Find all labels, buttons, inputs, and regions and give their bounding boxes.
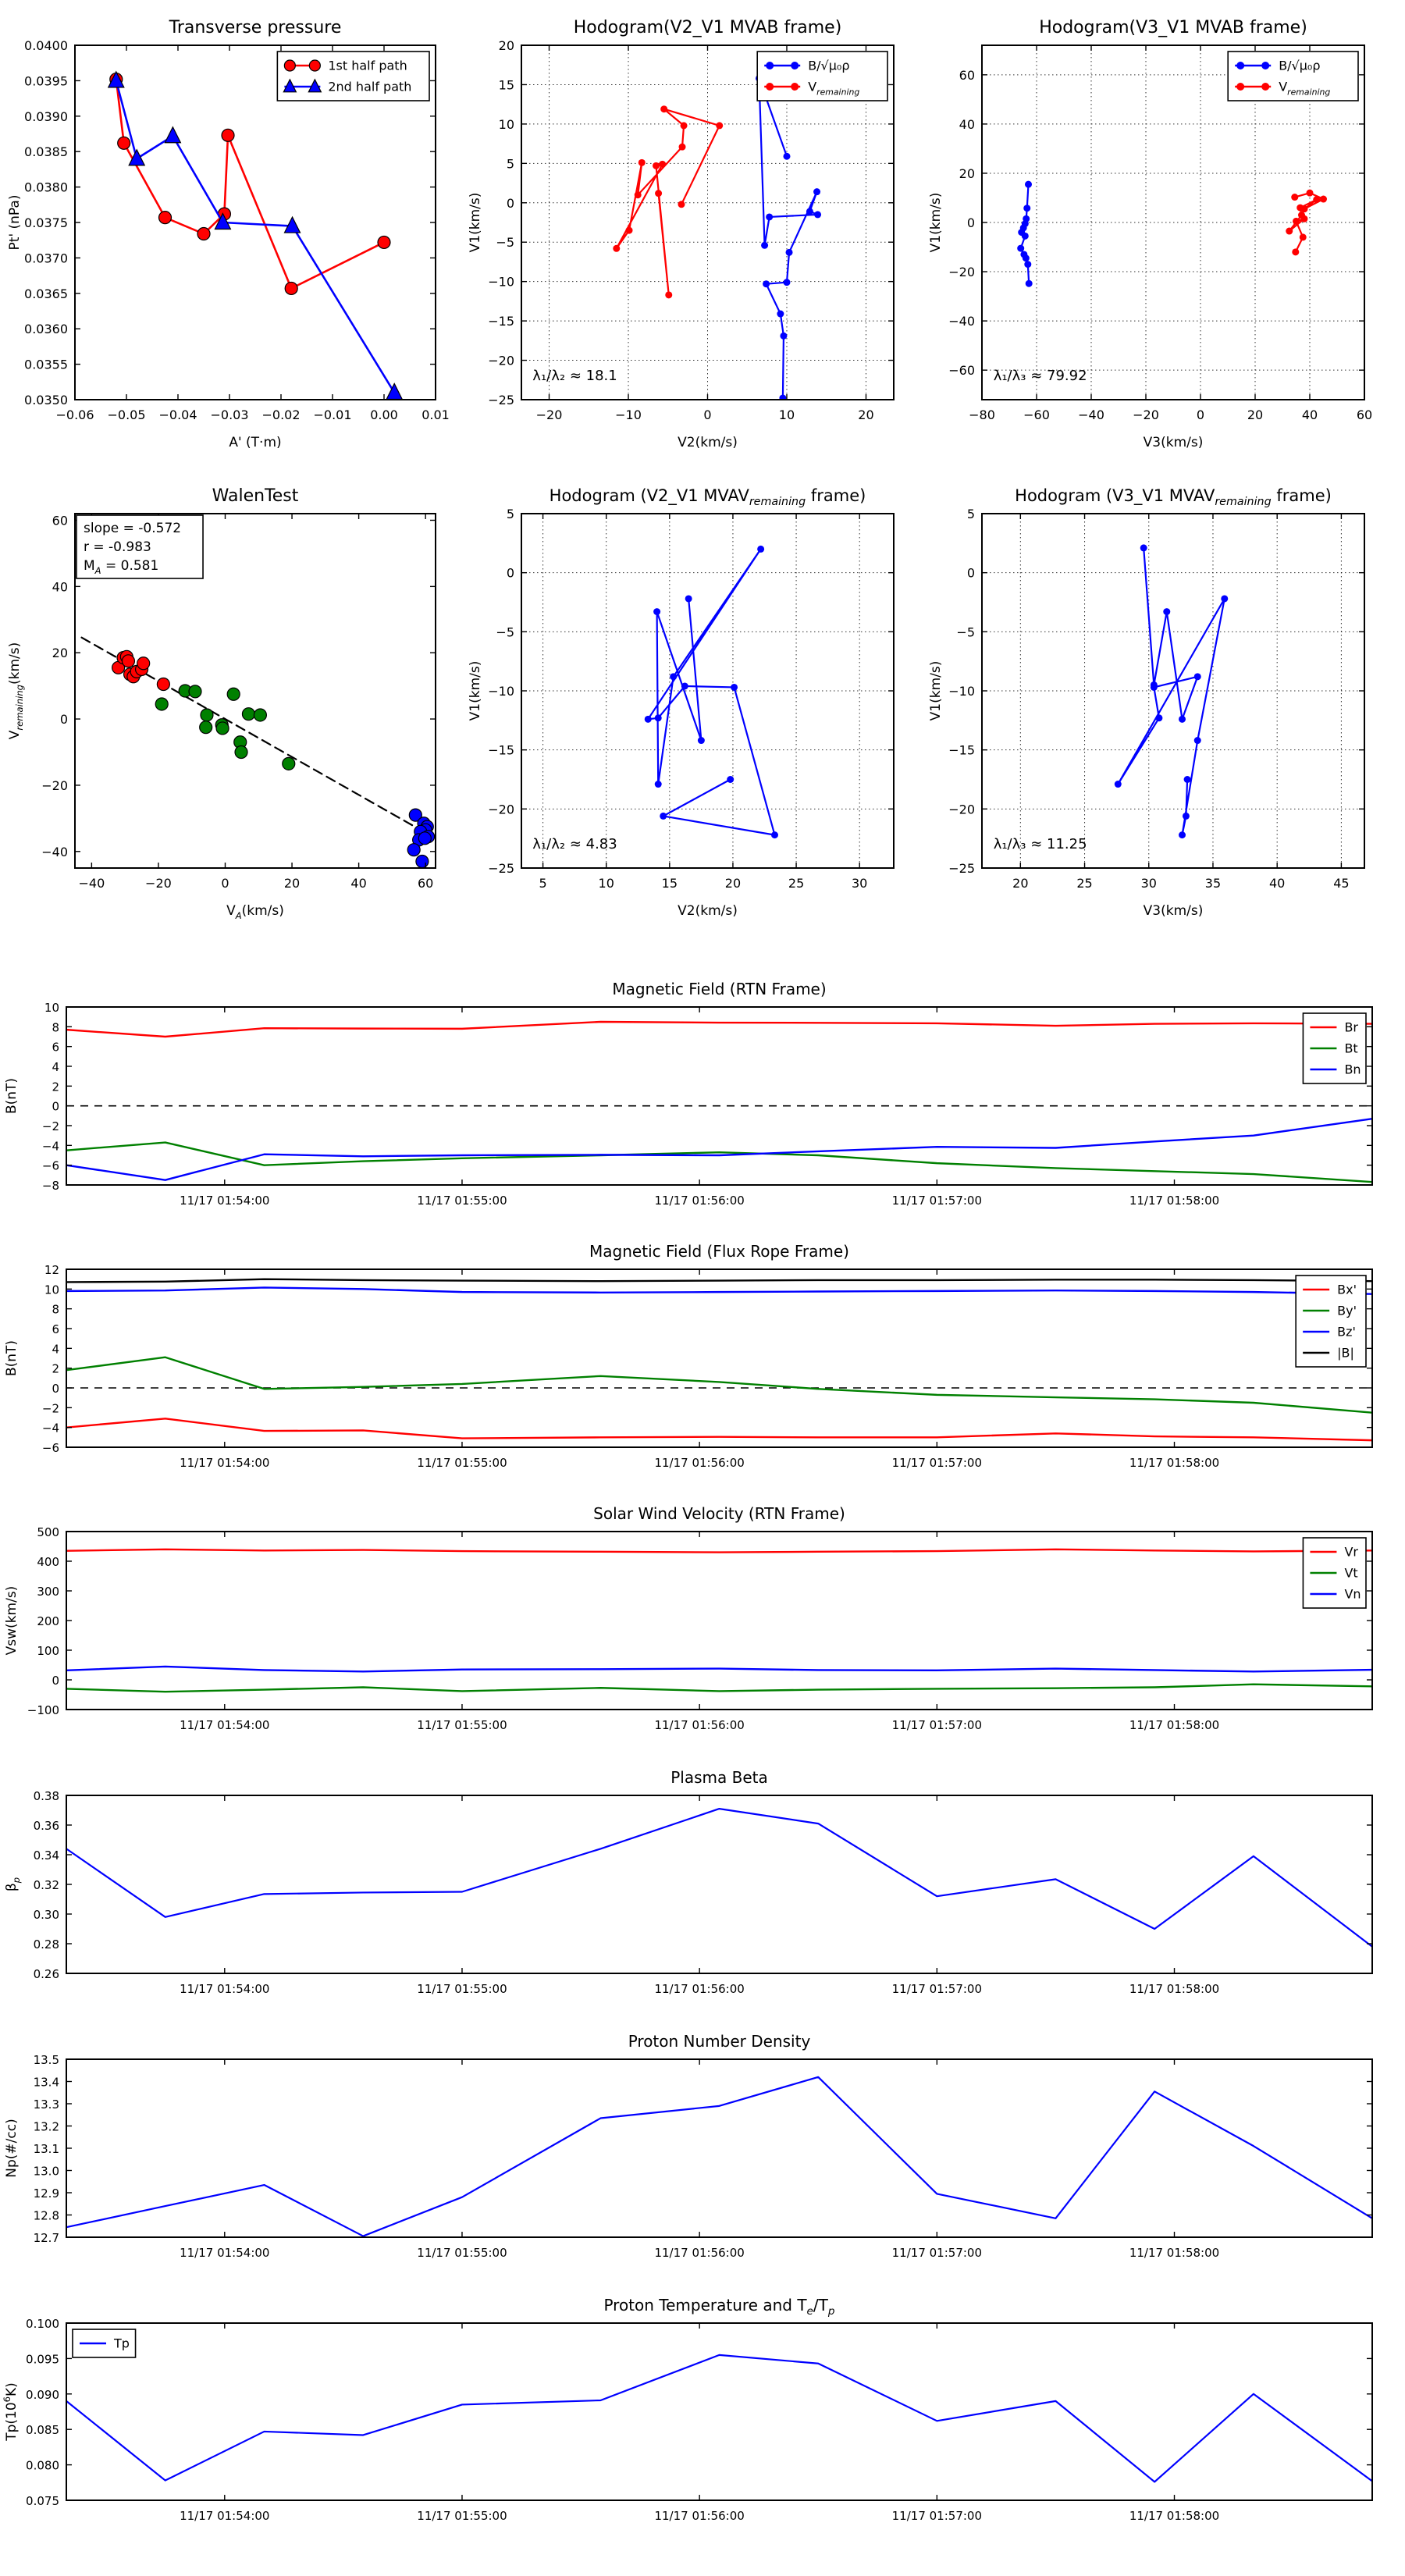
svg-text:0: 0 — [703, 407, 712, 422]
svg-text:slope = -0.572: slope = -0.572 — [84, 521, 182, 536]
svg-text:Bx': Bx' — [1337, 1282, 1357, 1297]
svg-text:−60: −60 — [1023, 407, 1050, 422]
svg-text:λ₁/λ₂ ≈ 18.1: λ₁/λ₂ ≈ 18.1 — [532, 368, 617, 385]
svg-text:0.095: 0.095 — [26, 2352, 59, 2367]
svg-text:20: 20 — [858, 407, 874, 422]
svg-text:−6: −6 — [41, 1441, 59, 1455]
svg-text:−4: −4 — [41, 1139, 59, 1154]
svg-text:25: 25 — [788, 876, 805, 891]
svg-text:0.0370: 0.0370 — [24, 251, 68, 266]
svg-text:11/17 01:58:00: 11/17 01:58:00 — [1129, 1456, 1220, 1470]
svg-text:0.26: 0.26 — [33, 1967, 59, 1981]
svg-text:20: 20 — [498, 38, 514, 53]
svg-text:V1(km/s): V1(km/s) — [468, 192, 483, 253]
svg-text:0: 0 — [59, 712, 68, 728]
svg-text:5: 5 — [506, 507, 514, 521]
svg-text:11/17 01:54:00: 11/17 01:54:00 — [180, 2509, 270, 2523]
svg-text:−25: −25 — [488, 861, 514, 876]
svg-text:60: 60 — [52, 513, 68, 528]
svg-text:11/17 01:55:00: 11/17 01:55:00 — [417, 1982, 507, 1996]
svg-text:Vsw(km/s): Vsw(km/s) — [4, 1585, 20, 1656]
svg-text:Plasma Beta: Plasma Beta — [670, 1768, 768, 1787]
svg-text:0.0360: 0.0360 — [24, 322, 68, 337]
svg-text:11/17 01:56:00: 11/17 01:56:00 — [654, 1194, 745, 1208]
svg-text:−20: −20 — [535, 407, 563, 422]
svg-text:Hodogram (V3_V1 MVAVremaining​: Hodogram (V3_V1 $MVAV_{remaining}$ frame) — [1015, 486, 1332, 508]
svg-text:0: 0 — [966, 565, 975, 581]
chart-hodogram-v2v1-mvab — [467, 6, 923, 468]
svg-text:0.00: 0.00 — [370, 407, 398, 422]
svg-text:20: 20 — [283, 876, 301, 891]
svg-text:11/17 01:55:00: 11/17 01:55:00 — [417, 1456, 507, 1470]
svg-text:−0.03: −0.03 — [210, 407, 249, 422]
svg-text:0: 0 — [506, 195, 514, 211]
svg-text:V1(km/s): V1(km/s) — [928, 660, 944, 721]
svg-text:0.0395: 0.0395 — [24, 73, 68, 89]
svg-text:25: 25 — [1076, 876, 1093, 891]
svg-text:12.9: 12.9 — [33, 2186, 59, 2201]
panel-magnetic-field-rtn — [0, 970, 1405, 1233]
svg-text:200: 200 — [37, 1614, 59, 1628]
svg-text:Pt' (nPa): Pt' (nPa) — [7, 194, 23, 251]
svg-text:−0.05: −0.05 — [107, 407, 146, 422]
svg-text:−25: −25 — [488, 393, 514, 407]
svg-text:20: 20 — [1247, 407, 1264, 422]
svg-text:Magnetic Field (Flux Rope Fram: Magnetic Field (Flux Rope Frame) — [589, 1242, 849, 1261]
svg-text:11/17 01:54:00: 11/17 01:54:00 — [180, 2246, 270, 2260]
svg-text:13.3: 13.3 — [33, 2097, 59, 2112]
svg-text:V1(km/s): V1(km/s) — [468, 660, 483, 721]
svg-text:12.8: 12.8 — [33, 2208, 59, 2223]
svg-text:0: 0 — [221, 876, 229, 891]
svg-text:0.0380: 0.0380 — [24, 180, 68, 195]
svg-text:Hodogram(V2_V1 MVAB frame): Hodogram(V2_V1 MVAB frame) — [573, 18, 842, 37]
svg-text:11/17 01:58:00: 11/17 01:58:00 — [1129, 2246, 1220, 2260]
svg-text:−15: −15 — [488, 314, 514, 329]
panel-magnetic-field-flux-rope — [0, 1232, 1405, 1496]
svg-text:Vremaining​: $V_{remaining}$ — [1279, 79, 1331, 98]
svg-text:13.5: 13.5 — [33, 2053, 59, 2067]
svg-text:−25: −25 — [948, 861, 975, 876]
svg-text:0.34: 0.34 — [33, 1848, 59, 1863]
svg-text:MA​ = 0.581: $M_A = 0.581$ — [84, 558, 159, 576]
svg-text:0.0400: 0.0400 — [24, 38, 68, 53]
svg-text:11/17 01:55:00: 11/17 01:55:00 — [417, 2509, 507, 2523]
svg-text:−15: −15 — [948, 742, 975, 758]
svg-text:V3(km/s): V3(km/s) — [1143, 903, 1204, 919]
svg-text:60: 60 — [417, 876, 434, 891]
panel-plasma-beta — [0, 1758, 1405, 2022]
svg-text:Hodogram (V2_V1 MVAVremaining​: Hodogram (V2_V1 $MVAV_{remaining}$ frame) — [549, 486, 866, 508]
svg-text:20: 20 — [724, 876, 742, 891]
svg-text:WalenTest: WalenTest — [212, 486, 299, 506]
svg-text:12: 12 — [44, 1263, 59, 1277]
svg-text:−5: −5 — [496, 235, 514, 251]
svg-text:0.085: 0.085 — [26, 2423, 59, 2438]
svg-text:15: 15 — [661, 876, 678, 891]
panel-solar-wind-velocity — [0, 1494, 1405, 1758]
svg-text:60: 60 — [959, 67, 975, 83]
svg-text:Tp: Tp — [114, 2336, 130, 2351]
svg-text:0.0385: 0.0385 — [24, 144, 68, 160]
panel-proton-number-density — [0, 2022, 1405, 2286]
svg-text:11/17 01:57:00: 11/17 01:57:00 — [891, 2509, 983, 2523]
svg-text:Hodogram(V3_V1 MVAB frame): Hodogram(V3_V1 MVAB frame) — [1039, 18, 1307, 37]
svg-text:11/17 01:57:00: 11/17 01:57:00 — [891, 1982, 983, 1996]
svg-text:10: 10 — [44, 1283, 59, 1297]
svg-text:0.30: 0.30 — [33, 1908, 59, 1922]
svg-text:11/17 01:54:00: 11/17 01:54:00 — [180, 1718, 270, 1732]
svg-text:−2: −2 — [41, 1401, 59, 1416]
svg-text:11/17 01:55:00: 11/17 01:55:00 — [417, 1718, 507, 1732]
svg-text:300: 300 — [37, 1585, 59, 1599]
svg-text:Np(#/cc): Np(#/cc) — [4, 2119, 20, 2178]
svg-text:40: 40 — [350, 876, 367, 891]
svg-text:0: 0 — [1196, 407, 1205, 422]
svg-text:−20: −20 — [41, 777, 68, 793]
svg-text:8: 8 — [52, 1302, 59, 1317]
svg-text:0.36: 0.36 — [33, 1819, 59, 1833]
svg-text:0: 0 — [52, 1674, 59, 1688]
svg-text:V3(km/s): V3(km/s) — [1143, 435, 1204, 450]
svg-text:−20: −20 — [948, 265, 975, 280]
svg-text:40: 40 — [1269, 876, 1286, 891]
svg-text:0.28: 0.28 — [33, 1937, 59, 1952]
svg-text:−20: −20 — [948, 802, 975, 817]
svg-text:6: 6 — [52, 1322, 59, 1336]
svg-text:11/17 01:58:00: 11/17 01:58:00 — [1129, 1982, 1220, 1996]
svg-text:0: 0 — [506, 565, 514, 581]
svg-text:13.0: 13.0 — [33, 2164, 59, 2179]
svg-text:−0.04: −0.04 — [158, 407, 197, 422]
svg-text:100: 100 — [37, 1644, 59, 1658]
svg-text:−2: −2 — [41, 1119, 59, 1133]
svg-text:−15: −15 — [488, 742, 514, 758]
svg-text:Bn: Bn — [1344, 1062, 1361, 1077]
svg-text:11/17 01:56:00: 11/17 01:56:00 — [654, 1718, 745, 1732]
svg-text:40: 40 — [52, 579, 68, 595]
chart-transverse-pressure — [6, 6, 467, 468]
svg-text:10: 10 — [44, 1001, 59, 1015]
svg-text:−40: −40 — [1078, 407, 1104, 422]
svg-text:11/17 01:58:00: 11/17 01:58:00 — [1129, 2509, 1220, 2523]
svg-text:−10: −10 — [948, 684, 975, 699]
svg-text:35: 35 — [1204, 876, 1222, 891]
svg-text:−20: −20 — [145, 876, 172, 891]
svg-text:Magnetic Field (RTN Frame): Magnetic Field (RTN Frame) — [612, 980, 827, 998]
svg-text:11/17 01:58:00: 11/17 01:58:00 — [1129, 1718, 1220, 1732]
svg-text:−10: −10 — [488, 274, 514, 290]
svg-text:−20: −20 — [1133, 407, 1159, 422]
svg-text:30: 30 — [852, 876, 868, 891]
svg-text:Vn: Vn — [1344, 1586, 1361, 1602]
svg-text:−10: −10 — [488, 684, 514, 699]
svg-text:0.0375: 0.0375 — [24, 215, 68, 230]
svg-text:2: 2 — [52, 1361, 59, 1376]
svg-text:0.100: 0.100 — [26, 2317, 59, 2331]
svg-text:11/17 01:56:00: 11/17 01:56:00 — [654, 1982, 745, 1996]
svg-text:Vr: Vr — [1344, 1544, 1358, 1560]
svg-text:11/17 01:54:00: 11/17 01:54:00 — [180, 1982, 270, 1996]
svg-text:−10: −10 — [615, 407, 642, 422]
svg-text:By': By' — [1337, 1303, 1357, 1318]
svg-text:5: 5 — [506, 156, 514, 172]
svg-text:0.075: 0.075 — [26, 2494, 59, 2508]
svg-text:−0.01: −0.01 — [313, 407, 352, 422]
svg-text:11/17 01:56:00: 11/17 01:56:00 — [654, 2509, 745, 2523]
panel-proton-temperature — [0, 2286, 1405, 2559]
svg-text:0.0355: 0.0355 — [24, 357, 68, 372]
svg-text:11/17 01:56:00: 11/17 01:56:00 — [654, 2246, 745, 2260]
svg-text:r = -0.983: r = -0.983 — [84, 539, 151, 555]
svg-text:0.32: 0.32 — [33, 1878, 59, 1892]
svg-text:10: 10 — [778, 407, 795, 422]
svg-text:|B|: |B| — [1337, 1345, 1354, 1361]
svg-text:λ₁/λ₂ ≈ 4.83: λ₁/λ₂ ≈ 4.83 — [532, 836, 617, 853]
svg-text:11/17 01:54:00: 11/17 01:54:00 — [180, 1194, 270, 1208]
svg-text:VA​(km/s): $V_A(km/s)$ — [226, 903, 284, 921]
svg-text:Solar Wind Velocity (RTN Frame: Solar Wind Velocity (RTN Frame) — [593, 1504, 845, 1523]
svg-text:10: 10 — [498, 116, 514, 132]
svg-text:−6: −6 — [41, 1158, 59, 1173]
svg-text:10: 10 — [598, 876, 614, 891]
svg-text:Transverse pressure: Transverse pressure — [169, 18, 342, 37]
svg-text:2: 2 — [52, 1080, 59, 1094]
svg-text:0.0350: 0.0350 — [24, 393, 68, 407]
svg-text:Bz': Bz' — [1337, 1324, 1356, 1340]
svg-text:4: 4 — [52, 1342, 59, 1357]
svg-text:−100: −100 — [27, 1703, 59, 1717]
svg-text:40: 40 — [1301, 407, 1318, 422]
svg-text:Proton Number Density: Proton Number Density — [628, 2032, 811, 2051]
svg-text:−80: −80 — [969, 407, 995, 422]
svg-text:0: 0 — [966, 215, 975, 230]
svg-text:0.090: 0.090 — [26, 2387, 59, 2402]
svg-text:−20: −20 — [488, 353, 514, 368]
svg-text:6: 6 — [52, 1040, 59, 1055]
svg-text:−40: −40 — [948, 314, 975, 329]
svg-text:Vremaining​: $V_{remaining}$ — [808, 79, 860, 98]
svg-text:βp​: $\beta_p$ — [4, 1877, 22, 1892]
svg-text:11/17 01:57:00: 11/17 01:57:00 — [891, 1194, 983, 1208]
svg-text:60: 60 — [1356, 407, 1373, 422]
svg-text:8: 8 — [52, 1020, 59, 1035]
svg-text:Proton Temperature and Te​/Tp​: Proton Temperature and $T_e/T_p$ — [603, 2296, 835, 2318]
svg-text:12.7: 12.7 — [33, 2231, 59, 2245]
svg-text:0.38: 0.38 — [33, 1789, 59, 1803]
svg-text:5: 5 — [966, 507, 975, 521]
svg-text:5: 5 — [539, 876, 547, 891]
svg-text:11/17 01:55:00: 11/17 01:55:00 — [417, 1194, 507, 1208]
svg-text:11/17 01:57:00: 11/17 01:57:00 — [891, 1456, 983, 1470]
svg-text:Bt: Bt — [1344, 1041, 1358, 1056]
svg-text:−0.06: −0.06 — [55, 407, 94, 422]
svg-text:Vremaining​(km/s): $V_{remaining}(km/s)$ — [7, 642, 25, 740]
svg-text:30: 30 — [1140, 876, 1157, 891]
svg-text:−4: −4 — [41, 1421, 59, 1436]
svg-text:0: 0 — [52, 1099, 59, 1114]
svg-text:V2(km/s): V2(km/s) — [678, 435, 738, 450]
svg-text:A' (T·m): A' (T·m) — [229, 435, 282, 450]
chart-walen-test — [6, 475, 467, 937]
svg-text:13.2: 13.2 — [33, 2119, 59, 2134]
svg-text:500: 500 — [37, 1525, 59, 1539]
svg-text:Vt: Vt — [1344, 1565, 1358, 1581]
svg-text:0.080: 0.080 — [26, 2458, 59, 2473]
chart-hodogram-v2v1-mvav — [467, 475, 923, 937]
svg-text:B/√μ₀ρ: B/√μ₀ρ — [1279, 58, 1321, 73]
svg-text:B(nT): B(nT) — [4, 1340, 20, 1377]
svg-text:0.0390: 0.0390 — [24, 109, 68, 124]
svg-text:−5: −5 — [956, 624, 975, 640]
svg-text:4: 4 — [52, 1060, 59, 1074]
svg-text:11/17 01:55:00: 11/17 01:55:00 — [417, 2246, 507, 2260]
svg-text:B/√μ₀ρ: B/√μ₀ρ — [808, 58, 850, 73]
svg-text:400: 400 — [37, 1555, 59, 1569]
svg-text:2nd half path: 2nd half path — [328, 79, 412, 94]
svg-text:−40: −40 — [41, 844, 68, 859]
svg-text:0.0365: 0.0365 — [24, 286, 68, 301]
svg-text:−0.02: −0.02 — [261, 407, 301, 422]
chart-hodogram-v3v1-mvab — [927, 6, 1396, 468]
svg-text:40: 40 — [959, 116, 975, 132]
svg-text:11/17 01:54:00: 11/17 01:54:00 — [180, 1456, 270, 1470]
svg-text:−5: −5 — [496, 624, 514, 640]
svg-text:−8: −8 — [41, 1179, 59, 1193]
svg-text:λ₁/λ₃ ≈ 11.25: λ₁/λ₃ ≈ 11.25 — [993, 836, 1087, 853]
svg-text:V1(km/s): V1(km/s) — [928, 192, 944, 253]
svg-text:20: 20 — [959, 165, 975, 181]
svg-text:11/17 01:56:00: 11/17 01:56:00 — [654, 1456, 745, 1470]
svg-text:−60: −60 — [948, 363, 975, 379]
svg-text:20: 20 — [1012, 876, 1029, 891]
chart-hodogram-v3v1-mvav — [927, 475, 1396, 937]
svg-text:15: 15 — [498, 77, 514, 93]
svg-text:1st half path: 1st half path — [328, 58, 407, 73]
svg-text:B(nT): B(nT) — [4, 1077, 20, 1115]
svg-text:Tp(106​K): $Tp(10^6K)$ — [2, 2382, 20, 2441]
svg-text:45: 45 — [1333, 876, 1350, 891]
svg-text:20: 20 — [52, 646, 68, 661]
svg-text:V2(km/s): V2(km/s) — [678, 903, 738, 919]
svg-text:0.01: 0.01 — [422, 407, 450, 422]
svg-text:Br: Br — [1344, 1019, 1359, 1035]
svg-text:λ₁/λ₃ ≈ 79.92: λ₁/λ₃ ≈ 79.92 — [993, 368, 1087, 385]
svg-text:0: 0 — [52, 1382, 59, 1396]
svg-text:−20: −20 — [488, 802, 514, 817]
svg-text:−40: −40 — [78, 876, 105, 891]
svg-text:13.1: 13.1 — [33, 2142, 59, 2156]
svg-text:13.4: 13.4 — [33, 2075, 59, 2090]
svg-text:11/17 01:57:00: 11/17 01:57:00 — [891, 2246, 983, 2260]
svg-text:11/17 01:58:00: 11/17 01:58:00 — [1129, 1194, 1220, 1208]
svg-text:11/17 01:57:00: 11/17 01:57:00 — [891, 1718, 983, 1732]
